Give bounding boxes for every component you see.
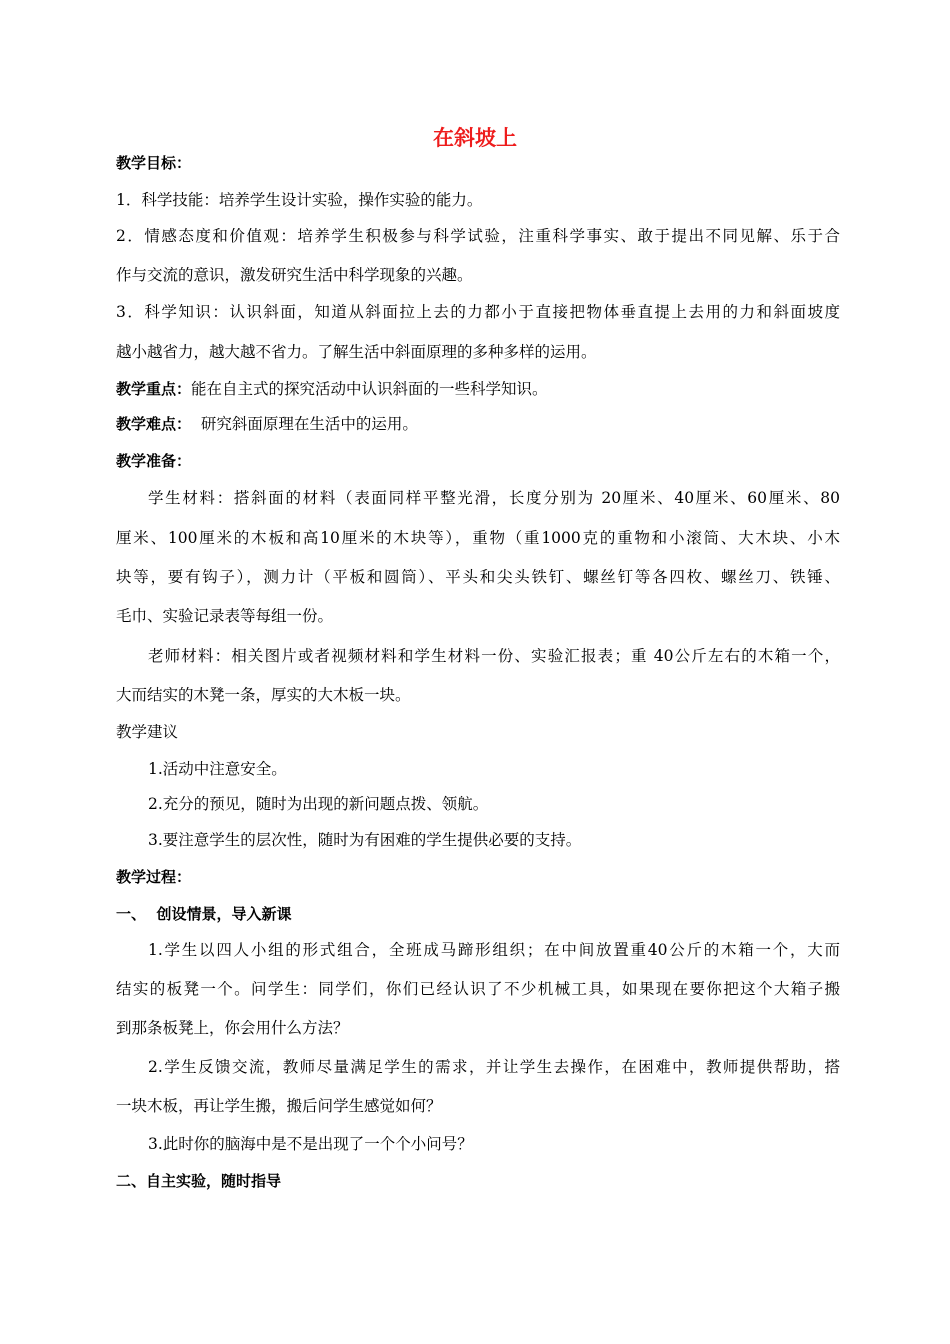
process-paragraph-2-line-2: 一块木板，再让学生搬，搬后问学生感觉如何？ [116,1097,442,1115]
objective-item-1: 1．科学技能：培养学生设计实验，操作实验的能力。 [116,191,483,209]
suggestion-item-2: 2.充分的预见，随时为出现的新问题点拨、领航。 [148,795,489,813]
teacher-materials-line-1: 老师材料：相关图片或者视频材料和学生材料一份、实验汇报表；重 40公斤左右的木箱一个， [148,647,840,665]
objective-item-3-line-2: 越小越省力，越大越不省力。了解生活中斜面原理的多种多样的运用。 [116,343,597,361]
process-heading: 教学过程： [116,868,192,886]
process-paragraph-1-line-1: 1.学生以四人小组的形式组合，全班成马蹄形组织；在中间放置重40公斤的木箱一个，大而 [148,941,840,959]
suggestion-item-1: 1.活动中注意安全。 [148,760,287,778]
section-1-heading: 一、 创设情景，导入新课 [116,905,292,923]
process-paragraph-1-line-2: 结实的板凳一个。问学生：同学们，你们已经认识了不少机械工具，如果现在要你把这个大箱子搬 [116,980,840,998]
student-materials-line-4: 毛巾、实验记录表等每组一份。 [116,607,334,625]
suggestion-item-3: 3.要注意学生的层次性，随时为有困难的学生提供必要的支持。 [148,831,582,849]
objectives-heading: 教学目标： [116,154,192,172]
objective-item-3-line-1: 3．科学知识：认识斜面，知道从斜面拉上去的力都小于直接把物体垂直提上去用的力和斜面坡度 [116,303,840,321]
process-paragraph-2-line-1: 2.学生反馈交流，教师尽量满足学生的需求，并让学生去操作，在困难中，教师提供帮助，搭 [148,1058,840,1076]
key-point [116,378,840,400]
objective-item-2-line-2: 作与交流的意识，激发研究生活中科学现象的兴趣。 [116,266,473,284]
process-paragraph-1-line-3: 到那条板凳上，你会用什么方法？ [116,1019,349,1037]
objective-item-2-line-1: 2．情感态度和价值观：培养学生积极参与科学试验，注重科学事实、敢于提出不同见解、乐于合 [116,227,840,245]
suggestions-heading: 教学建议 [116,723,179,741]
student-materials-line-1: 学生材料：搭斜面的材料（表面同样平整光滑，长度分别为 20厘米、40厘米、60厘米、80 [148,489,840,507]
difficulty-text: 研究斜面原理在生活中的运用。 [191,415,418,433]
key-point-label: 教学重点： [116,380,192,398]
preparation-heading: 教学准备： [116,452,192,470]
key-point-text: 能在自主式的探究活动中认识斜面的一些科学知识。 [191,380,548,398]
student-materials-line-2: 厘米、100厘米的木板和高10厘米的木块等），重物（重1000克的重物和小滚筒、大木块、小木 [116,529,840,547]
process-paragraph-3: 3.此时你的脑海中是不是出现了一个个小问号？ [148,1135,473,1153]
teacher-materials-line-2: 大而结实的木凳一条，厚实的大木板一块。 [116,686,411,704]
difficulty-label: 教学难点： [116,415,192,433]
section-2-heading: 二、自主实验，随时指导 [116,1172,282,1190]
difficulty [116,413,840,435]
student-materials-line-3: 块等，要有钩子），测力计（平板和圆筒）、平头和尖头铁钉、螺丝钉等各四枚、螺丝刀、铁锤、 [116,568,840,586]
page-title: 在斜坡上 [433,126,517,150]
